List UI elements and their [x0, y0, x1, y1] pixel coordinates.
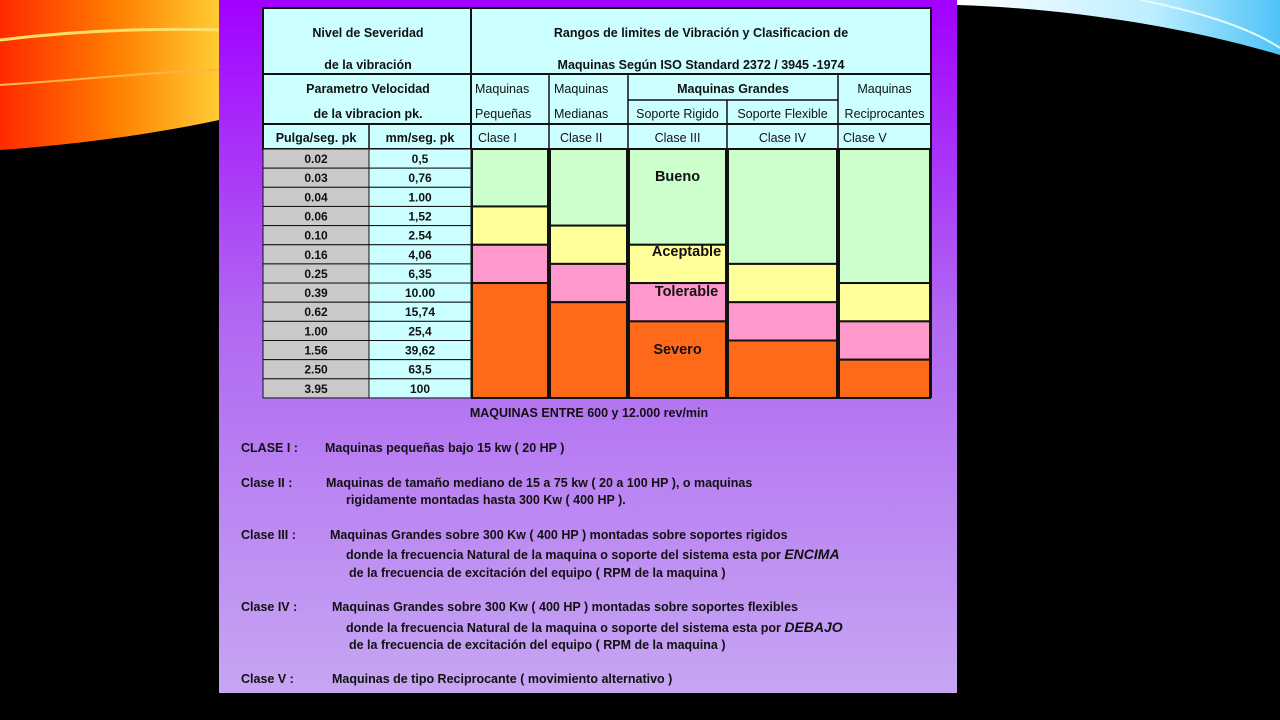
col-header-mm: mm/seg. pk [385, 131, 455, 145]
class-4-header: Clase IV [758, 131, 807, 145]
row-mm-value: 0,5 [411, 152, 429, 166]
row-mm-value: 25,4 [408, 324, 432, 339]
medium-machines-line2: Medianas [554, 107, 609, 121]
rpm-range-title: MAQUINAS ENTRE 600 y 12.000 rev/min [469, 406, 709, 420]
class-3-emphasis: ENCIMA [784, 546, 840, 562]
recip-machines-line1: Maquinas [857, 82, 912, 96]
row-mm-value: 15,74 [404, 305, 436, 320]
class-4-text-2: donde la frecuencia Natural de la maquina o soporte del sistema esta por DEBAJO [346, 619, 843, 635]
small-machines-line1: Maquinas [475, 82, 530, 96]
row-mm-value: 2.54 [408, 228, 432, 243]
medium-machines-line1: Maquinas [554, 82, 609, 96]
severity-chart-slide [219, 0, 957, 693]
class-5-text: Maquinas de tipo Reciprocante ( movimiento alternativo ) [332, 672, 673, 686]
class-3-text-3: de la frecuencia de excitación del equipo ( RPM de la maquina ) [349, 566, 726, 580]
class-4-text-1: Maquinas Grandes sobre 300 Kw ( 400 HP ) montadas sobre soportes flexibles [332, 600, 798, 614]
row-mm-value: 0,76 [408, 171, 432, 186]
class-3-text-2: donde la frecuencia Natural de la maquina o soporte del sistema esta por ENCIMA [346, 546, 840, 562]
band-clase-v-severo [839, 360, 930, 398]
band-clase-i-tolerable [472, 245, 548, 283]
band-clase-iv-severo [728, 341, 837, 398]
band-clase-i-severo [472, 283, 548, 398]
warm-swoosh [0, 0, 219, 150]
row-mm-value: 10.00 [404, 286, 436, 301]
row-inch-value: 1.00 [304, 324, 328, 339]
class-2-header: Clase II [560, 131, 603, 145]
band-clase-iii-bueno [629, 149, 726, 245]
velocity-param-line2: de la vibracion pk. [313, 107, 423, 121]
label-aceptable: Aceptable [651, 244, 722, 260]
row-mm-value: 1.00 [408, 190, 432, 205]
row-mm-value: 6,35 [408, 266, 432, 281]
table-title-line2: Maquinas Según ISO Standard 2372 / 3945 -1974 [557, 58, 845, 72]
class-4-text-3: de la frecuencia de excitación del equipo ( RPM de la maquina ) [349, 638, 726, 652]
severity-title-line1: Nivel de Severidad [312, 26, 424, 40]
class-3-text-1: Maquinas Grandes sobre 300 Kw ( 400 HP ) montadas sobre soportes rigidos [330, 528, 788, 542]
row-mm-value: 4,06 [408, 247, 432, 262]
col-header-inch: Pulga/seg. pk [275, 131, 357, 145]
class-3-label: Clase III : [241, 528, 296, 542]
recip-machines-line2: Reciprocantes [844, 107, 925, 121]
small-machines-line2: Pequeñas [475, 107, 532, 121]
class-2-label: Clase II : [241, 476, 293, 490]
band-clase-iii-severo [629, 321, 726, 398]
row-inch-value: 0.06 [304, 209, 328, 224]
flexible-support-header: Soporte Flexible [737, 107, 828, 121]
label-tolerable: Tolerable [654, 284, 719, 300]
band-clase-v-tolerable [839, 321, 930, 359]
row-inch-value: 0.39 [304, 286, 328, 301]
row-mm-value: 39,62 [404, 343, 436, 358]
label-bueno: Bueno [654, 169, 701, 185]
class-5-header: Clase V [843, 131, 887, 145]
row-inch-value: 0.62 [304, 305, 328, 320]
class-1-label: CLASE I : [241, 441, 298, 455]
class-4-emphasis: DEBAJO [784, 619, 843, 635]
cool-swoosh [957, 0, 1280, 55]
row-inch-value: 0.16 [304, 247, 328, 262]
class-2-text-1: Maquinas de tamaño mediano de 15 a 75 kw ( 20 a 100 HP ), o maquinas [326, 476, 753, 490]
band-clase-ii-bueno [550, 149, 627, 226]
class-2-text-2: rigidamente montadas hasta 300 Kw ( 400 HP ). [346, 493, 626, 507]
band-clase-iv-tolerable [728, 302, 837, 340]
row-mm-value: 1,52 [408, 209, 432, 224]
row-mm-value: 100 [409, 381, 431, 396]
rigid-support-header: Soporte Rigido [636, 107, 719, 121]
row-inch-value: 2.50 [304, 362, 328, 377]
row-inch-value: 0.03 [304, 171, 328, 186]
label-severo: Severo [653, 342, 702, 358]
row-inch-value: 0.25 [304, 266, 328, 281]
band-clase-ii-tolerable [550, 264, 627, 302]
row-inch-value: 0.02 [304, 152, 328, 166]
class-1-text: Maquinas pequeñas bajo 15 kw ( 20 HP ) [325, 441, 565, 455]
class-5-label: Clase V : [241, 672, 294, 686]
band-clase-i-aceptable [472, 206, 548, 244]
band-clase-ii-severo [550, 302, 627, 398]
band-clase-v-bueno [839, 149, 930, 283]
class-3-header: Clase III [654, 131, 701, 145]
band-clase-i-bueno [472, 149, 548, 206]
table-title-line1: Rangos de limites de Vibración y Clasificacion de [553, 26, 849, 40]
row-inch-value: 0.04 [304, 190, 328, 205]
class-4-label: Clase IV : [241, 600, 298, 614]
row-mm-value: 63,5 [408, 362, 432, 377]
large-machines-header: Maquinas Grandes [677, 82, 789, 96]
band-clase-v-aceptable [839, 283, 930, 321]
velocity-param-line1: Parametro Velocidad [306, 82, 430, 96]
band-clase-ii-aceptable [550, 226, 627, 264]
row-inch-value: 1.56 [304, 343, 328, 358]
row-inch-value: 0.10 [304, 228, 328, 243]
class-1-header: Clase I [478, 131, 517, 145]
severity-title-line2: de la vibración [324, 58, 412, 72]
row-inch-value: 3.95 [304, 381, 328, 396]
